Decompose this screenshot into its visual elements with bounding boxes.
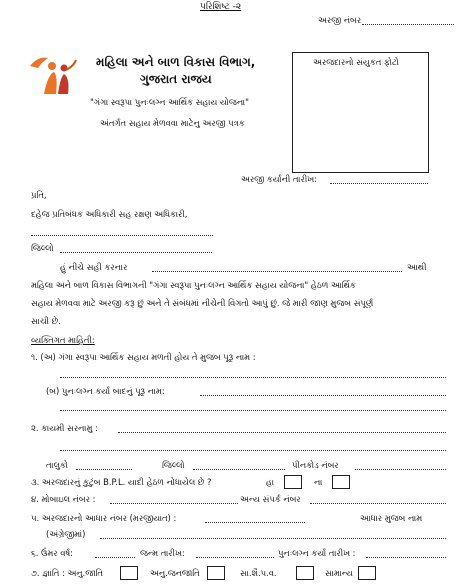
department-name: મહિલા અને બાળ વિકાસ વિભાગ, [96,55,256,69]
q5-label: ૫. અરજદારનો આધાર નંબર (મરજીયાત) : [31,513,177,523]
other-contact-field[interactable] [310,503,446,504]
declaration-line-3: સહાય મેળવવા માટે અરજી કરૂ છું અને તે સંબંધમાં નીચેની વિગતો આપું છું. જે મારી જાણ મુજબ સંપૂર્ણ [31,298,374,308]
mobile-field[interactable] [110,503,238,504]
declaration-line-1-end: આથી [407,262,427,272]
bpl-no-checkbox[interactable] [332,475,350,489]
applicant-name-field[interactable] [152,271,402,272]
photo-box[interactable] [292,52,429,173]
bpl-no-label: ના [314,477,323,487]
birth-date-label: જન્મ તારીખ: [140,548,185,558]
state-name: ગુજરાત રાજય [140,72,212,86]
aadhaar-name-label: આધાર મુજબ નામ [360,513,423,523]
q2-label: ૨. કાયમી સરનામુ : [31,423,98,433]
department-logo [28,54,78,96]
annexure-title: પરિશિષ્ટ -૨ [200,2,242,12]
application-number-field[interactable] [362,24,454,25]
addressee-district-field[interactable] [60,252,212,253]
q2-field-2[interactable] [60,450,446,451]
remarriage-date-label: પુનઃલગ્ન કર્યા તારીખ : [278,548,356,558]
bpl-yes-label: હા [266,477,275,487]
q1a-label: ૧. (અ) ગંગા સ્વરૂપા આર્થિક સહાય મળતી હોય તે મુજબ પૂરૂ નામ : [31,352,256,362]
district-field[interactable] [193,469,285,470]
scheme-name: "ગંગા સ્વરૂપા પુનઃલગ્ન આર્થિક સહાય યોજના" [90,97,249,107]
age-field[interactable] [95,557,135,558]
personal-info-title: વ્યક્તિગત માહિતી: [31,335,95,345]
remarriage-date-field[interactable] [366,557,446,558]
pincode-field[interactable] [355,469,446,470]
declaration-line-2: મહિલા અને બાળ વિકાસ વિભાગની "ગંગા સ્વરૂપા પુનઃલગ્ન આર્થિક સહાય યોજના" હેઠળ આર્થિક [31,280,356,290]
q6-label: ૬. ઉંમર વર્ષ: [31,548,73,558]
aadhaar-number-field[interactable] [205,522,305,523]
addressee-district-label: જિલ્લો [31,243,54,253]
addressee-line[interactable] [31,235,213,236]
sc-checkbox[interactable] [120,566,138,580]
taluka-field[interactable] [76,469,132,470]
english-label: (અંગ્રેજીમાં) [46,529,86,539]
sebc-label: સા.શૈ.પ.વ. [240,568,277,578]
declaration-line-4: સાચી છે. [31,316,61,326]
q4-label: ૪. મોબાઇલ નંબર : [31,494,96,504]
q1a-field[interactable] [60,377,446,378]
q2-field-1[interactable] [118,432,446,433]
general-checkbox[interactable] [358,566,376,580]
photo-box-label: અરજદારનો સંયુકત ફોટો [313,57,399,67]
district-label: જિલ્લો [162,460,185,470]
q1b-label: (બ) પુનઃલગ્ન કર્યા બાદનું પૂરૂ નામ: [46,386,165,396]
st-label: અનુ.જનજાતિ [150,568,200,578]
q7-label: ૭. જ્ઞાતિ : અનુ.જાતિ [31,568,103,578]
declaration-line-1: હું નીચે સહી કરનાર [60,262,128,272]
application-number-label: અરજી નંબર [318,15,362,25]
addressee-to: પ્રતિ, [31,190,47,200]
q1b-field-1[interactable] [200,395,446,396]
addressee-officer: દહેજ પ્રતિબંધક અધિકારી સહ રક્ષણ અધિકારી, [31,209,188,219]
aadhaar-name-field[interactable] [100,538,446,539]
general-label: સામાન્ય [325,568,353,578]
q3-label: ૩. અરજદારનું કુટુંબ B.P.L. યાદી હેઠળ નોંધાયેલ છે ? [31,477,212,487]
application-date-field[interactable] [330,183,428,184]
pincode-label: પીનકોડ નંબર [292,460,339,470]
form-title: અંતર્ગત સહાય મેળવવા માટેનુ અરજી પત્રક [100,118,245,128]
bpl-yes-checkbox[interactable] [284,475,302,489]
birth-date-field[interactable] [196,557,274,558]
q1b-field-2[interactable] [60,410,446,411]
taluka-label: તાલુકો [46,460,68,470]
st-checkbox[interactable] [207,566,225,580]
other-contact-label: અન્ય સંપર્ક નંબર [240,494,301,504]
application-date-label: અરજી કર્યાની તારીખ: [241,174,317,184]
sebc-checkbox[interactable] [296,566,314,580]
